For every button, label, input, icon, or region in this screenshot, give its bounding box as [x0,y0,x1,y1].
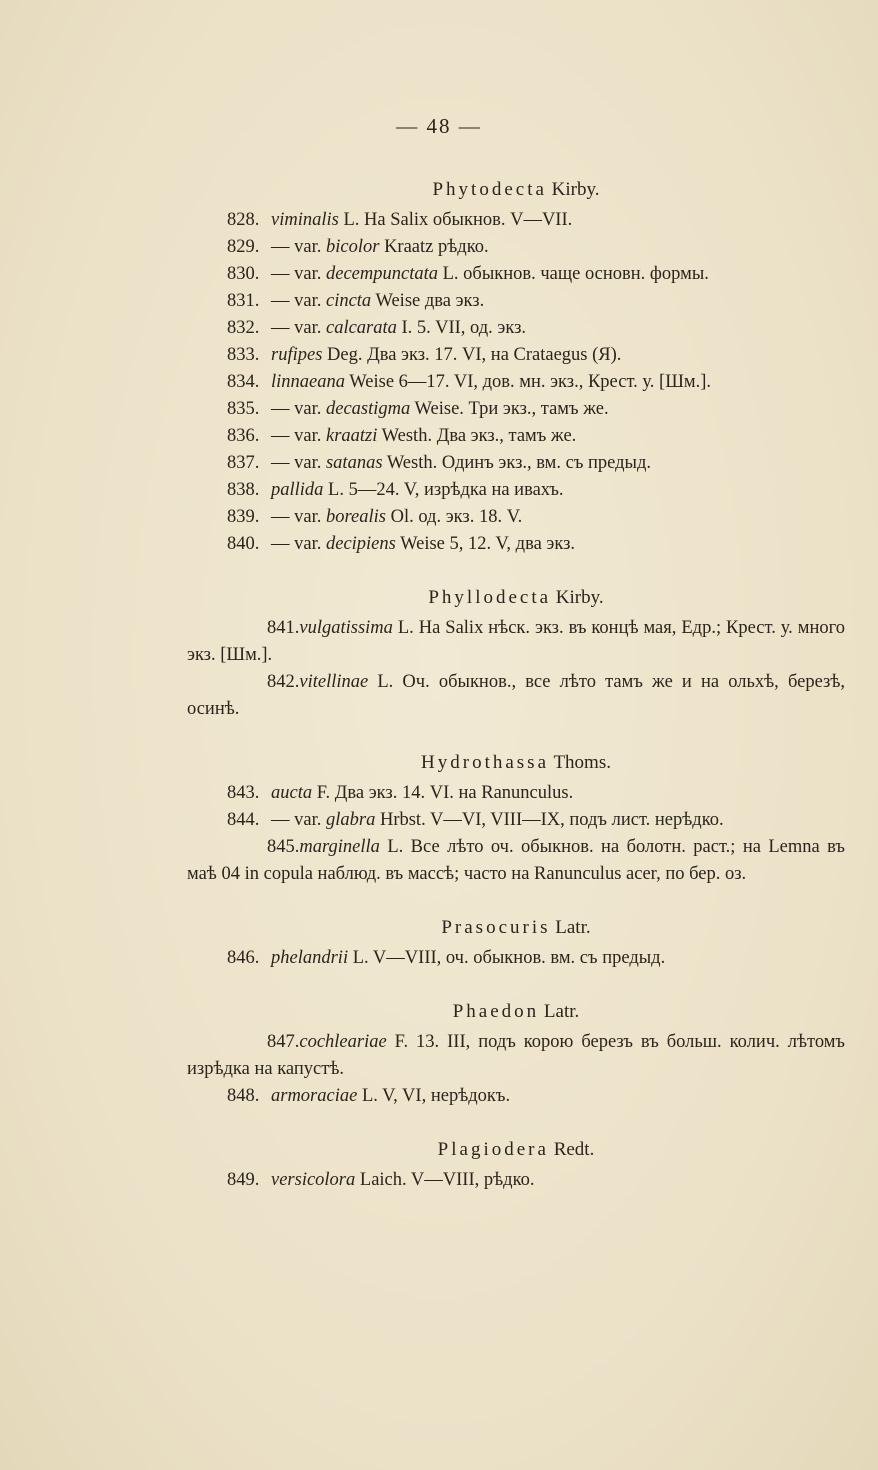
entry-notes: F. Два экз. 14. VI. на Ranunculus. [316,783,574,803]
entry-notes: Kraatz рѣдко. [384,237,489,257]
entry-number: 836. [227,426,260,446]
species-entry [187,945,845,972]
genus-heading [187,998,845,1025]
entry-number: 843. [227,783,260,803]
entry-number: 848. [227,1086,260,1106]
genus-author: Latr. [555,917,591,938]
entry-notes: Weise 5, 12. V, два экз. [400,534,576,554]
entry-notes: Weise 6—17. VI, дов. мн. экз., Крест. у. [Шм.]. [349,372,711,392]
species-entry [187,261,845,288]
genus-name: Phytodecta [432,179,547,200]
entry-notes: Westh. Одинъ экз., вм. съ предыд. [386,453,652,473]
genus-author: Thoms. [553,752,611,773]
entry-notes: Deg. Два экз. 17. VI, на Crataegus (Я). [327,345,622,365]
species-entry [187,834,845,888]
entry-notes: L. На Salix обыкнов. V—VII. [343,210,573,230]
entry-number: 831. [227,291,260,311]
species-name: decempunctata [325,264,438,284]
entry-notes: L. V—VIII, оч. обыкнов. вм. съ предыд. [352,948,666,968]
species-entry [187,477,845,504]
species-name: satanas [325,453,383,473]
species-name: vulgatissima [299,618,393,638]
species-entry [187,207,845,234]
species-name: decastigma [325,399,411,419]
species-entry [187,342,845,369]
species-name: rufipes [271,345,323,365]
species-entry [187,1029,845,1083]
species-entry [187,234,845,261]
species-list [187,176,845,1194]
entry-notes: Hrbst. V—VI, VIII—IX, подъ лист. нерѣдко. [379,810,724,830]
variety-prefix: — var. [271,507,326,527]
genus-name: Phaedon [452,1001,540,1022]
species-name: phelandrii [271,948,349,968]
entry-notes: L. Оч. обыкнов., все лѣто тамъ же и на ольхѣ, березѣ, осинѣ. [187,672,845,719]
entry-notes: L. 5—24. V, изрѣдка на ивахъ. [328,480,564,500]
species-name: viminalis [271,210,339,230]
entry-number: 846. [227,948,260,968]
species-entry [187,807,845,834]
species-entry [187,780,845,807]
species-name: linnaeana [271,372,345,392]
species-name: vitellinae [299,672,369,692]
species-name: borealis [325,507,386,527]
species-entry [187,1167,845,1194]
genus-author: Latr. [543,1001,580,1022]
species-entry [187,315,845,342]
entry-notes: L. На Salix нѣск. экз. въ концѣ мая, Едр.; Крест. у. много экз. [Шм.]. [187,618,846,665]
entry-number: 830. [227,264,260,284]
variety-prefix: — var. [271,534,326,554]
entry-number: 834. [227,372,260,392]
genus-heading [187,176,845,203]
species-entry [187,369,845,396]
species-entry [187,288,845,315]
species-entry [187,450,845,477]
genus-heading [187,749,845,776]
variety-prefix: — var. [271,399,326,419]
entry-number: 839. [227,507,260,527]
entry-notes: L. обыкнов. чаще основн. формы. [442,264,709,284]
entry-notes: Weise два экз. [375,291,485,311]
species-name: cincta [325,291,372,311]
entry-number: 841. [267,618,300,638]
genus-author: Redt. [553,1139,595,1160]
species-entry [187,615,845,669]
entry-number: 829. [227,237,260,257]
species-name: versicolora [271,1170,356,1190]
entry-notes: Laich. V—VIII, рѣдко. [359,1170,535,1190]
entry-notes: I. 5. VII, од. экз. [401,318,527,338]
genus-author: Kirby. [551,179,600,200]
variety-prefix: — var. [271,291,326,311]
page-number: — 48 — [396,114,482,138]
entry-number: 837. [227,453,260,473]
species-entry [187,423,845,450]
variety-prefix: — var. [271,810,326,830]
variety-prefix: — var. [271,426,326,446]
species-name: pallida [271,480,324,500]
species-entry [187,669,845,723]
entry-notes: Weise. Три экз., тамъ же. [414,399,609,419]
species-name: bicolor [325,237,380,257]
genus-heading [187,1136,845,1163]
species-entry [187,531,845,558]
species-name: cochleariae [299,1032,387,1052]
species-entry [187,1083,845,1110]
species-name: aucta [271,783,313,803]
genus-author: Kirby. [555,587,604,608]
entry-number: 835. [227,399,260,419]
species-name: glabra [325,810,376,830]
genus-name: Phyllodecta [428,587,552,608]
species-entry [187,504,845,531]
entry-number: 838. [227,480,260,500]
species-name: decipiens [325,534,396,554]
entry-notes: Ol. од. экз. 18. V. [390,507,523,527]
entry-number: 828. [227,210,260,230]
entry-number: 847. [267,1032,300,1052]
genus-name: Prasocuris [441,917,551,938]
entry-notes: F. 13. III, подъ корою березъ въ больш. колич. лѣтомъ изрѣдка на капустѣ. [187,1032,846,1079]
entry-notes: L. Все лѣто оч. обыкнов. на болотн. раст.; на Lemna въ маѣ 04 in copula наблюд. въ массѣ; часто на Ranunculus acer, по бер. оз. [187,837,845,884]
genus-name: Plagiodera [437,1139,549,1160]
entry-notes: L. V, VI, нерѣдокъ. [361,1086,511,1106]
entry-number: 844. [227,810,260,830]
variety-prefix: — var. [271,264,326,284]
entry-number: 833. [227,345,260,365]
species-name: calcarata [325,318,397,338]
entry-number: 845. [267,837,300,857]
variety-prefix: — var. [271,318,326,338]
genus-name: Hydrothassa [421,752,550,773]
variety-prefix: — var. [271,453,326,473]
species-name: armoraciae [271,1086,358,1106]
species-entry [187,396,845,423]
species-name: kraatzi [325,426,378,446]
variety-prefix: — var. [271,237,326,257]
entry-number: 840. [227,534,260,554]
entry-notes: Westh. Два экз., тамъ же. [381,426,577,446]
genus-heading [187,584,845,611]
entry-number: 842. [267,672,300,692]
entry-number: 849. [227,1170,260,1190]
entry-number: 832. [227,318,260,338]
genus-heading [187,914,845,941]
species-name: marginella [299,837,380,857]
